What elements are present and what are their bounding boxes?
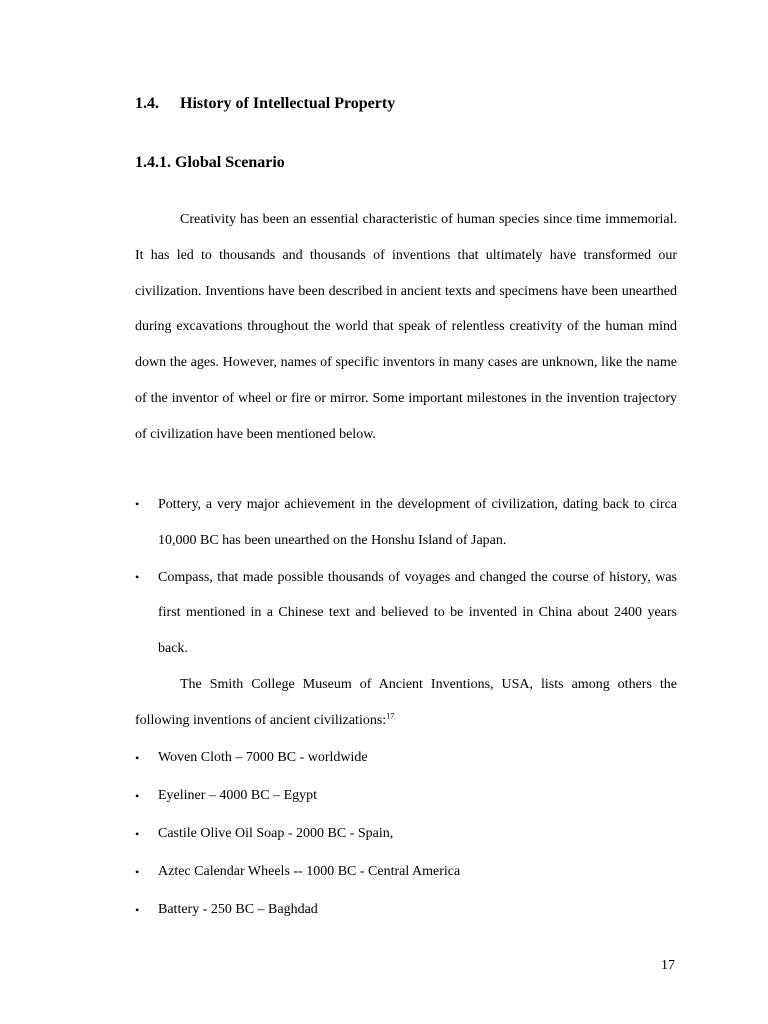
section-number: 1.4. <box>135 95 159 112</box>
bullet-icon: • <box>135 497 140 511</box>
bullet-icon: • <box>135 569 140 584</box>
list-item-text: Compass, that made possible thousands of voyages and changed the course of history, was first mentioned in a Chinese text and believed to be invented in China about 2400 years back. <box>158 569 677 657</box>
list-item-text: Pottery, a very major achievement in the development of civilization, dating back to circa 10,000 BC has been unearthed on the Honshu Island of Japan. <box>158 497 677 548</box>
intro-paragraph: Creativity has been an essential characteristic of human species since time immemorial. It has led to thousands and thousands of inventions that ultimately have transformed our civilization. Inventions have been described in ancient texts and specimens have been unearthed during excavations throughout the world that speak of relentless creativity of the human mind down the ages. However, names of specific inventors in many cases are unknown, like the name of the inventor of wheel or fire or mirror. Some important milestones in the invention trajectory of civilization have been mentioned below. <box>135 212 677 442</box>
list-item-text: Castile Olive Oil Soap - 2000 BC - Spain, <box>158 826 394 841</box>
footnote-reference: 17 <box>386 711 395 721</box>
list-item-text: Woven Cloth – 7000 BC - worldwide <box>158 750 368 765</box>
museum-paragraph-text: The Smith College Museum of Ancient Inventions, USA, lists among others the following inventions of ancient civilizations: <box>135 677 677 728</box>
section-heading <box>135 95 395 113</box>
list-item-text: Aztec Calendar Wheels -- 1000 BC - Central America <box>158 864 461 879</box>
list-item <box>135 778 677 814</box>
list-item <box>135 560 677 667</box>
bullet-icon: • <box>135 865 140 879</box>
bullet-icon: • <box>135 789 140 803</box>
milestones-list <box>135 487 677 668</box>
museum-paragraph <box>135 667 677 739</box>
list-item <box>135 892 677 928</box>
bullet-icon: • <box>135 903 140 917</box>
list-item <box>135 854 677 890</box>
bullet-icon: • <box>135 751 140 765</box>
section-title: History of Intellectual Property <box>180 95 396 112</box>
inventions-list <box>135 740 677 930</box>
list-item-text: Eyeliner – 4000 BC – Egypt <box>158 788 318 803</box>
list-item-text: Battery - 250 BC – Baghdad <box>158 902 318 917</box>
subsection-heading: 1.4.1. Global Scenario <box>135 154 285 171</box>
page-number: 17 <box>661 958 675 973</box>
bullet-icon: • <box>135 827 140 841</box>
list-item <box>135 816 677 852</box>
list-item <box>135 740 677 776</box>
list-item <box>135 487 677 559</box>
